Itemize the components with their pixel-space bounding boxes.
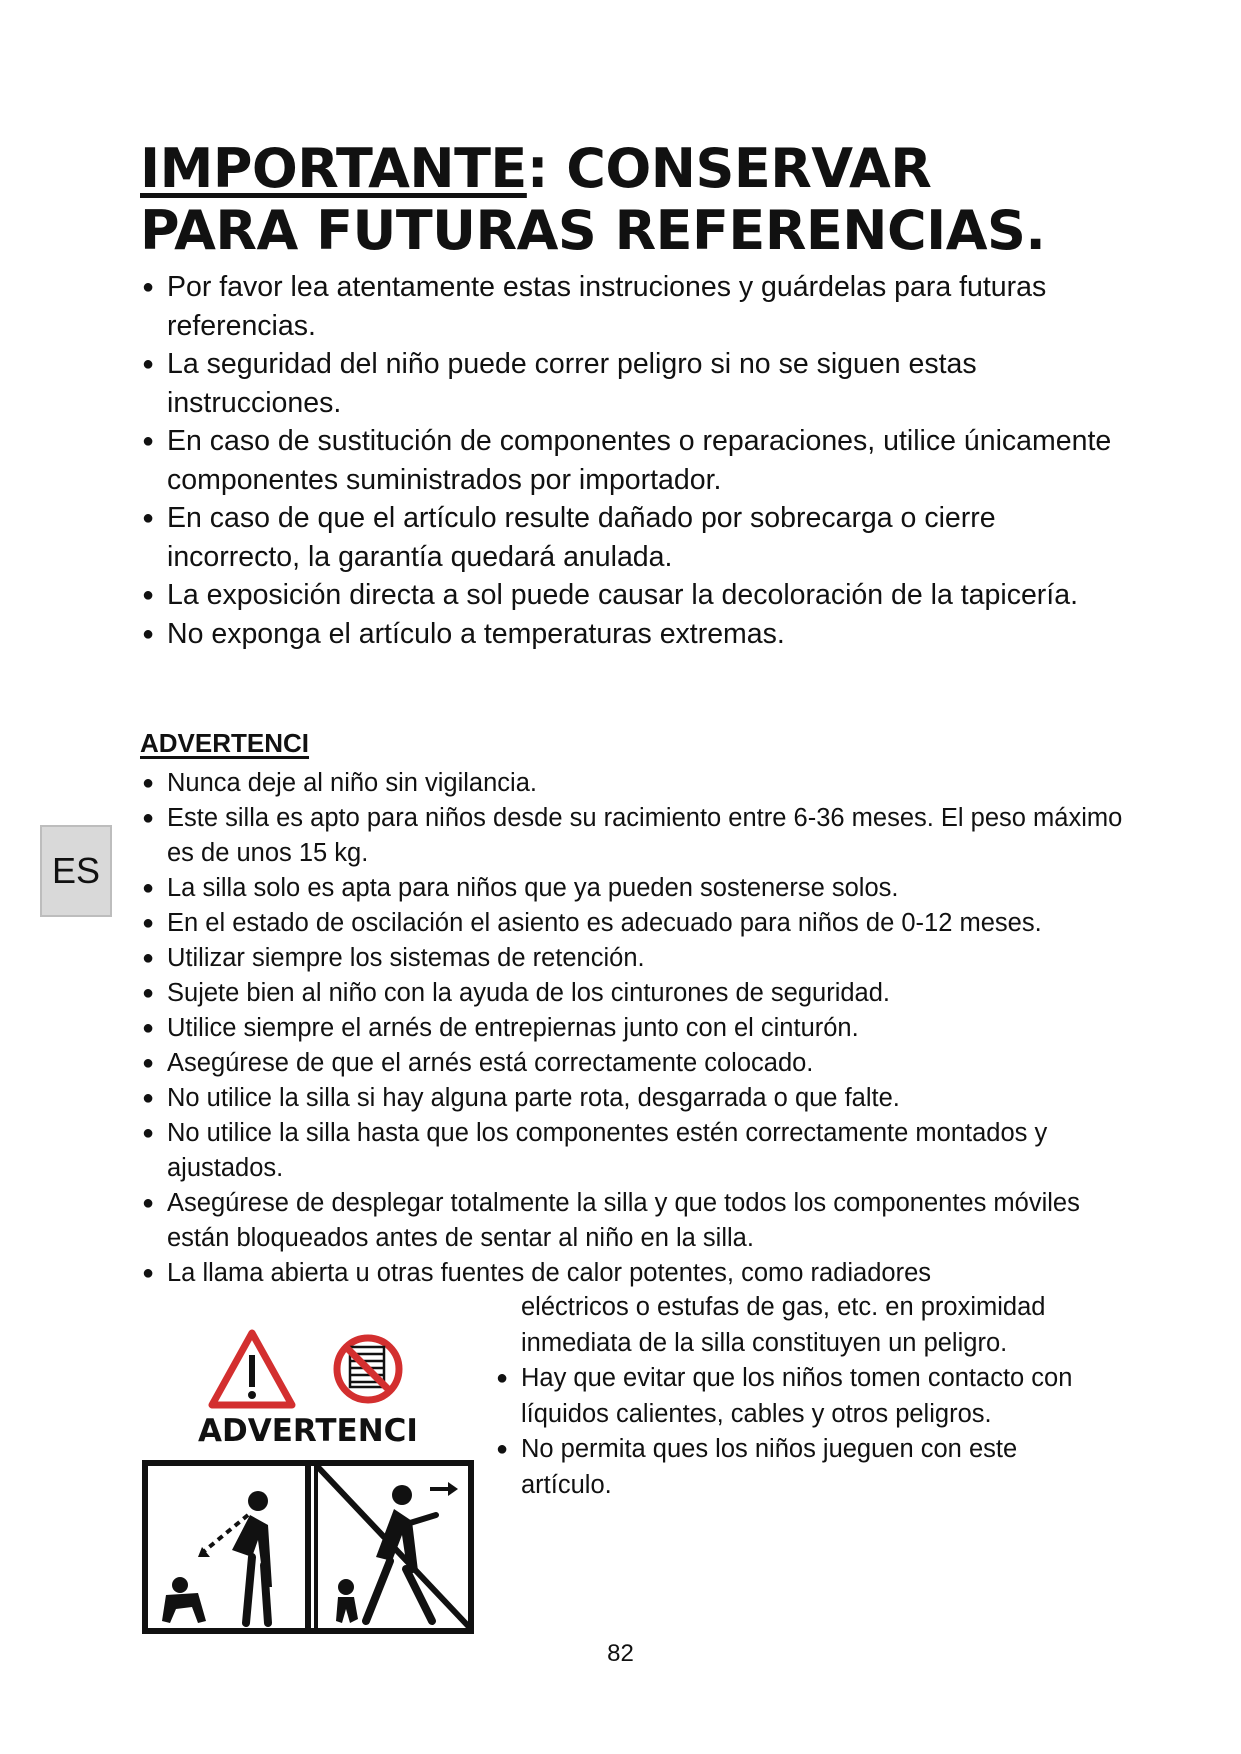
no-leaving-child-icon: [316, 1465, 471, 1629]
bullet-icon: ●: [142, 1017, 155, 1039]
warning-heading: ADVERTENCI: [140, 728, 310, 758]
list-item: ● En el estado de oscilación el asiento es adecuado para niños de 0-12 meses.: [140, 906, 1140, 941]
list-item: ● En caso de que el artículo resulte dañado por sobrecarga o cierre incorrecto, la garantía quedará anulada.: [140, 499, 1130, 576]
list-item: ● En caso de sustitución de componentes o reparaciones, utilice únicamente componentes suministrados por importador.: [140, 422, 1130, 499]
bullet-icon: ●: [142, 912, 155, 934]
list-item: ● Sujete bien al niño con la ayuda de los cinturones de seguridad.: [140, 976, 1140, 1011]
list-item: ● Asegúrese de desplegar totalmente la silla y que todos los componentes móviles están bloqueados antes de sentar al niño en la silla.: [140, 1186, 1140, 1256]
list-item: ● Por favor lea atentamente estas instruciones y guárdelas para futuras referencias.: [140, 268, 1130, 345]
list-item: ● Utilizar siempre los sistemas de retención.: [140, 941, 1140, 976]
bullet-icon: ●: [142, 877, 155, 899]
list-item: ● No utilice la silla si hay alguna parte rota, desgarrada o que falte.: [140, 1081, 1140, 1116]
list-item: ● Nunca deje al niño sin vigilancia.: [140, 766, 1140, 801]
bullet-icon: ●: [142, 947, 155, 969]
warning-triangle-icon: [212, 1333, 292, 1405]
list-item: ● La llama abierta u otras fuentes de calor potentes, como radiadores: [140, 1256, 1140, 1291]
bullet-icon: ●: [142, 622, 155, 645]
list-item: ● Este silla es apto para niños desde su racimiento entre 6-36 meses. El peso máximo es de unos 15 kg.: [140, 801, 1140, 871]
warning-list: [140, 766, 1140, 1291]
bullet-icon: ●: [142, 276, 155, 298]
adult-watching-child-icon: [162, 1491, 272, 1623]
important-list: [140, 268, 1130, 653]
bullet-icon: ●: [142, 772, 155, 794]
list-item: ● La seguridad del niño puede correr peligro si no se siguen estas instrucciones.: [140, 345, 1130, 422]
list-item: ● No permita ques los niños jueguen con este artículo.: [494, 1432, 1114, 1503]
bullet-icon: ●: [142, 584, 155, 606]
list-item: ● No exponga el artículo a temperaturas extremas.: [140, 615, 1130, 654]
bullet-icon: ●: [142, 1192, 155, 1214]
page-title: [140, 138, 1100, 262]
bullet-icon: ●: [142, 430, 155, 452]
bullet-icon: ●: [142, 1262, 155, 1284]
no-heater-icon: [337, 1338, 399, 1400]
list-item: ● Utilice siempre el arnés de entrepiernas junto con el cinturón.: [140, 1011, 1140, 1046]
language-tab: ES: [40, 825, 112, 917]
bullet-icon: ●: [142, 507, 155, 529]
bullet-icon: ●: [142, 353, 155, 375]
bullet-icon: ●: [496, 1438, 509, 1460]
bullet-icon: ●: [142, 982, 155, 1004]
bullet-icon: ●: [496, 1367, 509, 1389]
figure-label: ADVERTENCI: [198, 1413, 418, 1449]
list-item: ● Asegúrese de que el arnés está correctamente colocado.: [140, 1046, 1140, 1081]
bullet-icon: ●: [142, 807, 155, 829]
title-rest: : CONSERVAR PARA FUTURAS REFERENCIAS.: [140, 137, 1046, 262]
list-item: ● La silla solo es apta para niños que ya pueden sostenerse solos.: [140, 871, 1140, 906]
bullet-icon: ●: [142, 1122, 155, 1144]
list-item-continuation: eléctricos o estufas de gas, etc. en proximidad inmediata de la silla constituyen un peligro.: [521, 1293, 1046, 1357]
list-item: ● La exposición directa a sol puede causar la decoloración de la tapicería.: [140, 576, 1130, 615]
bullet-icon: ●: [142, 1052, 155, 1074]
bullet-icon: ●: [142, 1087, 155, 1109]
page-number: 82: [607, 1640, 634, 1667]
list-item: ● Hay que evitar que los niños tomen contacto con líquidos calientes, cables y otros peligros.: [494, 1361, 1114, 1432]
title-underlined-word: IMPORTANTE: [140, 137, 527, 200]
list-item: ● No utilice la silla hasta que los componentes estén correctamente montados y ajustados.: [140, 1116, 1140, 1186]
warning-list-continued: [494, 1290, 1114, 1503]
warning-illustration: [140, 1325, 480, 1645]
